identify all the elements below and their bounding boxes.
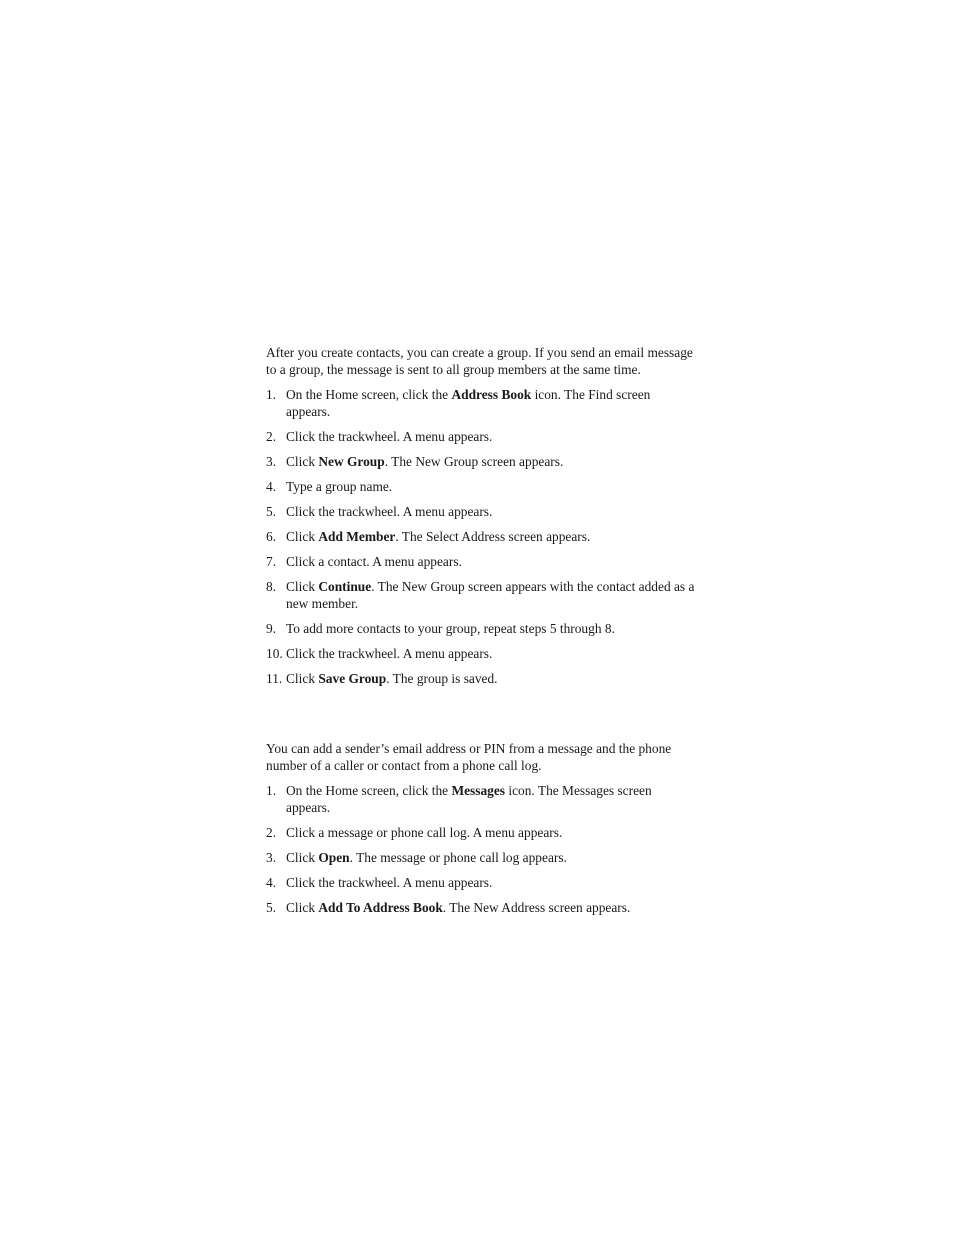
- step-text: Click Add To Address Book. The New Address screen appears.: [286, 900, 631, 915]
- step-item: [266, 645, 696, 662]
- step-number: 4.: [266, 875, 277, 890]
- step-number: 3.: [266, 454, 277, 469]
- step-number: 1.: [266, 783, 277, 798]
- step-item: [266, 453, 696, 470]
- step-number: 7.: [266, 554, 277, 569]
- step-item: [266, 386, 696, 420]
- step-text: Type a group name.: [286, 479, 393, 494]
- group-intro-paragraph: After you create contacts, you can create a group. If you send an email message to a group, the message is sent to all group members at the same time.: [266, 345, 693, 377]
- step-item: [266, 849, 696, 866]
- step-item: [266, 670, 696, 687]
- step-text: Click a contact. A menu appears.: [286, 554, 462, 569]
- step-number: 5.: [266, 504, 277, 519]
- ui-label: Save Group: [318, 671, 387, 686]
- step-number: 9.: [266, 621, 277, 636]
- ui-label: Messages: [451, 783, 506, 798]
- step-number: 11.: [266, 671, 283, 686]
- step-item: [266, 553, 696, 570]
- create-group-steps: [266, 386, 696, 687]
- step-text: On the Home screen, click the Address Book icon. The Find screen appears.: [286, 387, 651, 419]
- step-item: [266, 578, 696, 612]
- step-number: 2.: [266, 429, 277, 444]
- step-text: Click Add Member. The Select Address screen appears.: [286, 529, 591, 544]
- step-item: [266, 620, 696, 637]
- step-text: Click a message or phone call log. A menu appears.: [286, 825, 563, 840]
- step-item: [266, 899, 696, 916]
- step-text: Click Continue. The New Group screen appears with the contact added as a new member.: [286, 579, 695, 611]
- step-item: [266, 874, 696, 891]
- step-number: 3.: [266, 850, 277, 865]
- step-number: 10.: [266, 646, 283, 661]
- ui-label: New Group: [318, 454, 385, 469]
- step-number: 8.: [266, 579, 277, 594]
- step-item: [266, 428, 696, 445]
- step-text: Click Open. The message or phone call log appears.: [286, 850, 567, 865]
- step-item: [266, 503, 696, 520]
- ui-label: Address Book: [451, 387, 532, 402]
- step-number: 4.: [266, 479, 277, 494]
- ui-label: Add To Address Book: [318, 900, 443, 915]
- step-text: Click the trackwheel. A menu appears.: [286, 875, 493, 890]
- step-number: 5.: [266, 900, 277, 915]
- add-contact-intro-paragraph: You can add a sender’s email address or PIN from a message and the phone number of a caller or contact from a phone call log.: [266, 741, 672, 773]
- step-number: 6.: [266, 529, 277, 544]
- step-item: [266, 824, 696, 841]
- step-text: Click the trackwheel. A menu appears.: [286, 646, 493, 661]
- ui-label: Continue: [318, 579, 372, 594]
- step-item: [266, 782, 696, 816]
- step-item: [266, 478, 696, 495]
- step-text: Click New Group. The New Group screen appears.: [286, 454, 564, 469]
- document-body: [266, 344, 696, 924]
- step-text: Click the trackwheel. A menu appears.: [286, 429, 493, 444]
- ui-label: Add Member: [318, 529, 396, 544]
- step-item: [266, 528, 696, 545]
- add-contact-steps: [266, 782, 696, 916]
- step-text: Click Save Group. The group is saved.: [286, 671, 498, 686]
- step-text: To add more contacts to your group, repeat steps 5 through 8.: [286, 621, 615, 636]
- step-text: On the Home screen, click the Messages icon. The Messages screen appears.: [286, 783, 652, 815]
- section-spacer: [266, 695, 696, 740]
- step-text: Click the trackwheel. A menu appears.: [286, 504, 493, 519]
- step-number: 2.: [266, 825, 277, 840]
- ui-label: Open: [318, 850, 350, 865]
- step-number: 1.: [266, 387, 277, 402]
